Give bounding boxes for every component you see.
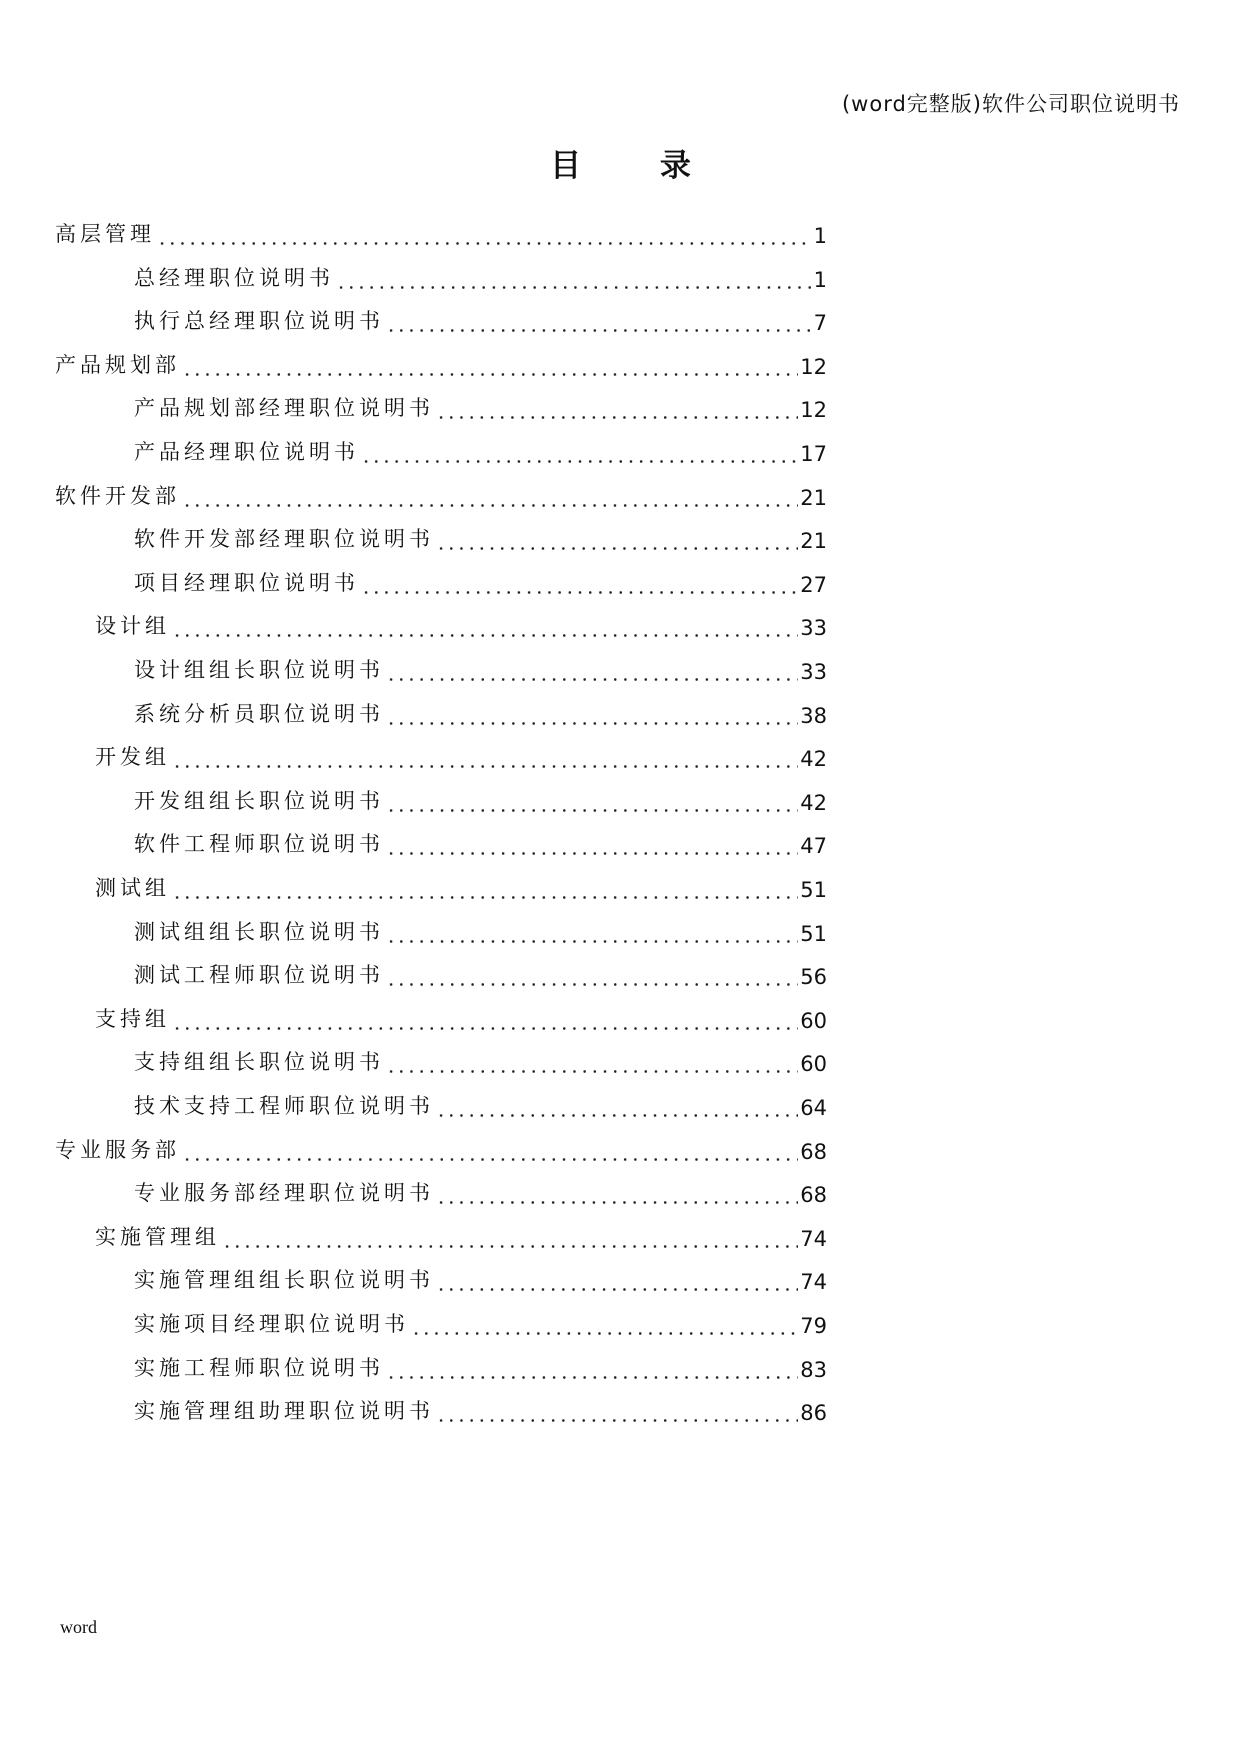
toc-entry[interactable] <box>134 1304 827 1338</box>
dot-leader <box>386 706 798 728</box>
dot-leader <box>436 531 798 553</box>
toc-entry[interactable] <box>134 1391 827 1425</box>
toc-entry-label: 产品经理职位说明书 <box>134 440 359 464</box>
dot-leader <box>386 1054 798 1076</box>
toc-entry-page-number: 60 <box>800 1008 827 1033</box>
toc-entry-page-number: 68 <box>800 1183 827 1208</box>
toc-entry-label: 设计组组长职位说明书 <box>134 658 384 682</box>
toc-entry-label: 产品规划部经理职位说明书 <box>134 396 434 421</box>
dot-leader <box>172 880 798 902</box>
toc-entry[interactable] <box>55 476 827 510</box>
toc-entry[interactable] <box>134 912 827 946</box>
toc-entry-label: 开发组组长职位说明书 <box>134 788 384 813</box>
toc-entry[interactable] <box>134 258 827 292</box>
dot-leader <box>436 1403 798 1425</box>
toc-entry-label: 实施管理组 <box>95 1224 220 1249</box>
toc-entry[interactable] <box>134 781 827 815</box>
toc-entry-page-number: 60 <box>800 1052 827 1077</box>
toc-entry[interactable] <box>134 824 827 858</box>
toc-entry-page-number: 47 <box>800 834 827 859</box>
toc-entry-page-number: 74 <box>800 1270 827 1295</box>
toc-entry-page-number: 12 <box>800 398 827 423</box>
toc-entry[interactable] <box>134 1348 827 1382</box>
toc-entry-label: 软件开发部经理职位说明书 <box>134 527 434 552</box>
toc-entry-label: 专业服务部 <box>55 1137 180 1162</box>
page-footer: word <box>60 1617 97 1637</box>
toc-entry-label: 技术支持工程师职位说明书 <box>134 1094 434 1118</box>
dot-leader <box>172 1011 798 1033</box>
toc-entry-label: 实施管理组组长职位说明书 <box>134 1268 434 1293</box>
toc-entry-label: 专业服务部经理职位说明书 <box>134 1181 434 1206</box>
toc-entry-page-number: 51 <box>800 878 827 902</box>
toc-entry[interactable] <box>134 1260 827 1294</box>
toc-entry-page-number: 21 <box>800 529 827 554</box>
dot-leader <box>182 357 798 379</box>
toc-entry-page-number: 17 <box>800 442 827 466</box>
toc-entry[interactable] <box>134 1086 827 1120</box>
toc-entry[interactable] <box>134 694 827 728</box>
toc-entry-label: 测试组 <box>95 876 170 900</box>
dot-leader <box>386 836 798 858</box>
toc-entry[interactable] <box>55 214 827 248</box>
dot-leader <box>336 270 812 292</box>
dot-leader <box>436 1185 798 1207</box>
toc-entry-page-number: 74 <box>800 1226 827 1251</box>
toc-entry-label: 实施工程师职位说明书 <box>134 1355 384 1380</box>
toc-entry-label: 实施管理组助理职位说明书 <box>134 1399 434 1424</box>
toc-entry-label: 支持组组长职位说明书 <box>134 1050 384 1075</box>
dot-leader <box>411 1316 798 1338</box>
dot-leader <box>182 488 798 510</box>
toc-entry-page-number: 12 <box>800 354 827 379</box>
toc-entry-page-number: 42 <box>800 747 827 772</box>
toc-entry[interactable] <box>95 999 827 1033</box>
dot-leader <box>172 749 798 771</box>
running-header: (word完整版)软件公司职位说明书 <box>841 92 1180 116</box>
toc-entry-label: 项目经理职位说明书 <box>134 570 359 595</box>
dot-leader <box>386 967 798 989</box>
toc-entry[interactable] <box>134 1173 827 1207</box>
toc-entry[interactable] <box>134 301 827 335</box>
toc-entry[interactable] <box>134 388 827 422</box>
toc-entry-label: 实施项目经理职位说明书 <box>134 1312 409 1336</box>
toc-entry-page-number: 21 <box>800 485 827 510</box>
toc-entry-page-number: 27 <box>800 572 827 597</box>
toc-entry-label: 软件工程师职位说明书 <box>134 832 384 857</box>
toc-entry-page-number: 1 <box>813 267 827 292</box>
toc-entry-label: 软件开发部 <box>55 483 180 508</box>
toc-entry-label: 高层管理 <box>55 222 155 246</box>
toc-entry-label: 产品规划部 <box>55 352 180 377</box>
toc-entry-page-number: 56 <box>800 965 827 990</box>
toc-entry[interactable] <box>134 650 827 684</box>
toc-entry-page-number: 38 <box>800 703 827 728</box>
dot-leader <box>182 1142 798 1164</box>
toc-entry[interactable] <box>95 737 827 771</box>
dot-leader <box>157 226 812 248</box>
toc-title: 目 录 <box>550 148 725 184</box>
toc-entry[interactable] <box>55 1130 827 1164</box>
toc-entry-page-number: 86 <box>800 1401 827 1426</box>
toc-entry[interactable] <box>134 563 827 597</box>
toc-entry-page-number: 7 <box>813 311 827 336</box>
toc-entry[interactable] <box>134 955 827 989</box>
toc-entry-label: 总经理职位说明书 <box>134 265 334 290</box>
dot-leader <box>386 1360 798 1382</box>
dot-leader <box>386 793 798 815</box>
toc-entry[interactable] <box>95 606 827 640</box>
dot-leader <box>386 662 798 684</box>
dot-leader <box>436 1272 798 1294</box>
toc-entry[interactable] <box>55 345 827 379</box>
dot-leader <box>172 618 798 640</box>
toc-entry-page-number: 68 <box>800 1139 827 1164</box>
toc-entry[interactable] <box>95 1217 827 1251</box>
toc-entry-label: 设计组 <box>95 614 170 639</box>
toc-entry-page-number: 33 <box>800 616 827 641</box>
toc-entry[interactable] <box>95 868 827 902</box>
dot-leader <box>436 400 798 422</box>
toc-entry-page-number: 51 <box>800 921 827 946</box>
toc-entry[interactable] <box>134 519 827 553</box>
toc-entry-label: 开发组 <box>95 745 170 770</box>
dot-leader <box>361 575 798 597</box>
toc-entry[interactable] <box>134 1042 827 1076</box>
toc-entry-page-number: 79 <box>800 1314 827 1338</box>
dot-leader <box>386 313 812 335</box>
toc-entry-page-number: 64 <box>800 1096 827 1120</box>
toc-entry-label: 测试组组长职位说明书 <box>134 919 384 944</box>
dot-leader <box>361 444 798 466</box>
toc-entry[interactable] <box>134 432 827 466</box>
toc-entry-label: 系统分析员职位说明书 <box>134 701 384 726</box>
dot-leader <box>386 924 798 946</box>
toc-entry-label: 支持组 <box>95 1006 170 1031</box>
toc-entry-page-number: 33 <box>800 660 827 684</box>
toc-entry-page-number: 1 <box>813 224 827 248</box>
dot-leader <box>436 1098 798 1120</box>
dot-leader <box>222 1229 798 1251</box>
toc-entry-page-number: 83 <box>800 1357 827 1382</box>
toc-entry-label: 执行总经理职位说明书 <box>134 309 384 334</box>
toc-entry-label: 测试工程师职位说明书 <box>134 963 384 988</box>
toc-entry-page-number: 42 <box>800 790 827 815</box>
